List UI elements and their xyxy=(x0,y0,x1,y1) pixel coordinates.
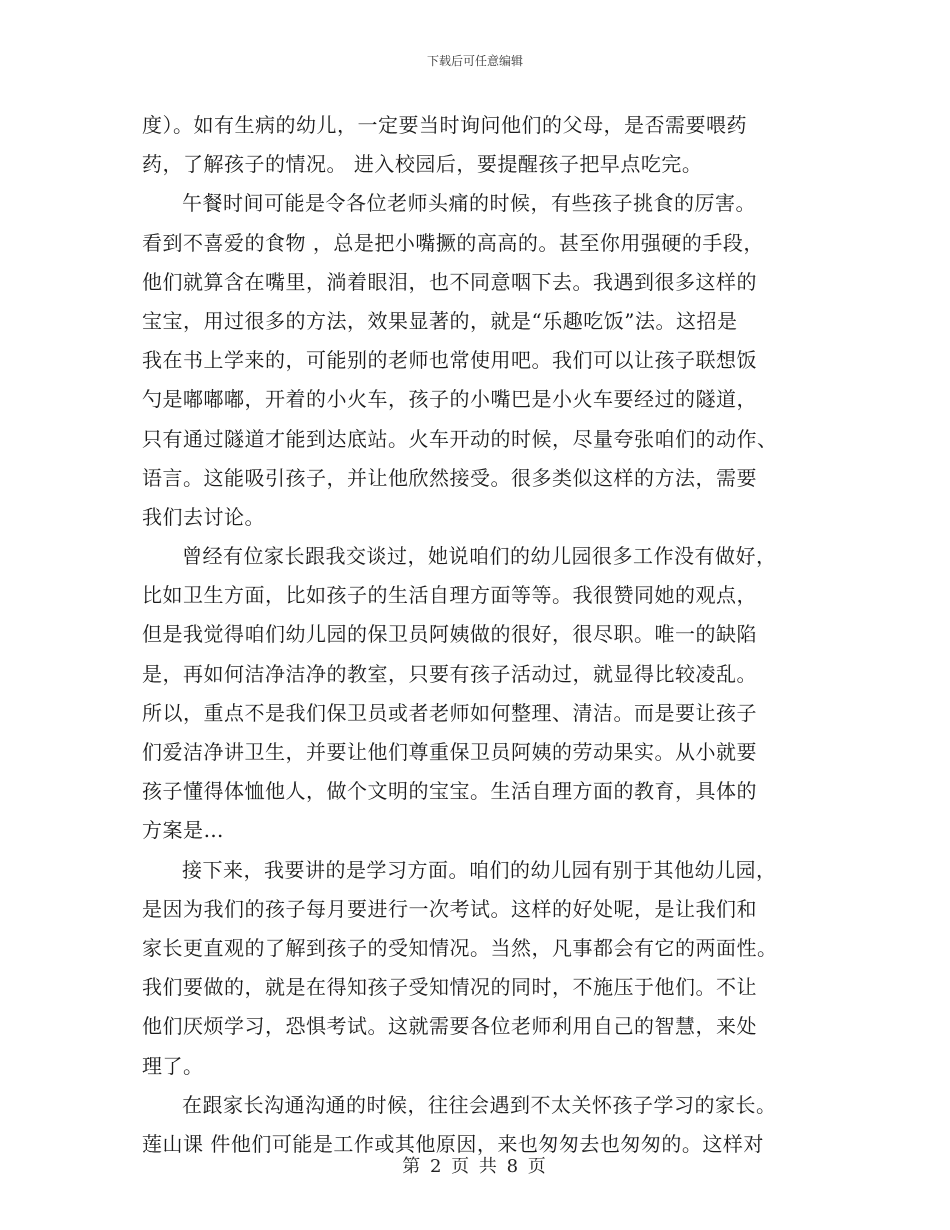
text-line: 语言。这能吸引孩子，并让他欣然接受。很多类似这样的方法，需要 xyxy=(142,465,757,490)
text-line: 是因为我们的孩子每月要进行一次考试。这样的好处呢，是让我们和 xyxy=(142,896,757,921)
text-line: 度）。如有生病的幼儿，一定要当时询问他们的父母，是否需要喂药 xyxy=(142,113,747,137)
text-line: 但是我觉得咱们幼儿园的保卫员阿姨做的很好，很尽职。唯一的缺陷 xyxy=(142,622,757,647)
text-line: 在跟家长沟通沟通的时候，往往会遇到不太关怀孩子学习的家长。 xyxy=(182,1092,777,1117)
text-line: 午餐时间可能是令各位老师头痛的时候，有些孩子挑食的厉害。 xyxy=(182,191,756,216)
text-line: 接下来，我要讲的是学习方面。咱们的幼儿园有别于其他幼儿园， xyxy=(182,857,777,882)
text-line: 他们就算含在嘴里，淌着眼泪，也不同意咽下去。我遇到很多这样的 xyxy=(142,269,757,294)
text-line: 药，了解孩子的情况。 进入校园后，要提醒孩子把早点吃完。 xyxy=(142,152,703,177)
text-line: 宝宝，用过很多的方法，效果显著的，就是“乐趣吃饭”法。这招是 xyxy=(142,308,738,333)
text-line: 是，再如何洁净洁净的教室，只要有孩子活动过，就显得比较凌乱。 xyxy=(142,661,757,686)
document-body xyxy=(142,106,807,1164)
text-line: 我在书上学来的，可能别的老师也常使用吧。我们可以让孩子联想饭 xyxy=(142,348,757,373)
page-footer: 第 2 页 共 8 页 xyxy=(402,1156,548,1177)
text-line: 理了。 xyxy=(142,1053,204,1078)
text-line: 们爱洁净讲卫生，并要让他们尊重保卫员阿姨的劳动果实。从小就要 xyxy=(142,740,757,764)
text-line: 我们要做的，就是在得知孩子受知情况的同时，不施压于他们。不让 xyxy=(142,975,757,1000)
text-line: 曾经有位家长跟我交谈过，她说咱们的幼儿园很多工作没有做好， xyxy=(182,544,777,569)
text-line: 莲山课 件他们可能是工作或其他原因，来也匆匆去也匆匆的。这样对 xyxy=(142,1131,764,1156)
text-line: 看到不喜爱的食物 ，总是把小嘴撅的高高的。甚至你用强硬的手段， xyxy=(142,230,764,255)
text-line: 孩子懂得体恤他人，做个文明的宝宝。生活自理方面的教育，具体的 xyxy=(142,779,757,804)
text-line: 他们厌烦学习，恐惧考试。这就需要各位老师利用自己的智慧，来处 xyxy=(142,1014,757,1039)
text-line: 方案是… xyxy=(142,818,224,843)
text-line: 只有通过隧道才能到达底站。火车开动的时候，尽量夸张咱们的动作、 xyxy=(142,426,778,451)
page-header: 下载后可任意编辑 xyxy=(426,54,523,68)
text-line: 所以，重点不是我们保卫员或者老师如何整理、清洁。而是要让孩子 xyxy=(142,700,757,725)
text-line: 家长更直观的了解到孩子的受知情况。当然，凡事都会有它的两面性。 xyxy=(142,935,778,960)
text-line: 我们去讨论。 xyxy=(142,504,265,529)
text-line: 勺是嘟嘟嘟，开着的小火车，孩子的小嘴巴是小火车要经过的隧道， xyxy=(142,387,757,412)
text-line: 比如卫生方面，比如孩子的生活自理方面等等。我很赞同她的观点， xyxy=(142,583,757,608)
